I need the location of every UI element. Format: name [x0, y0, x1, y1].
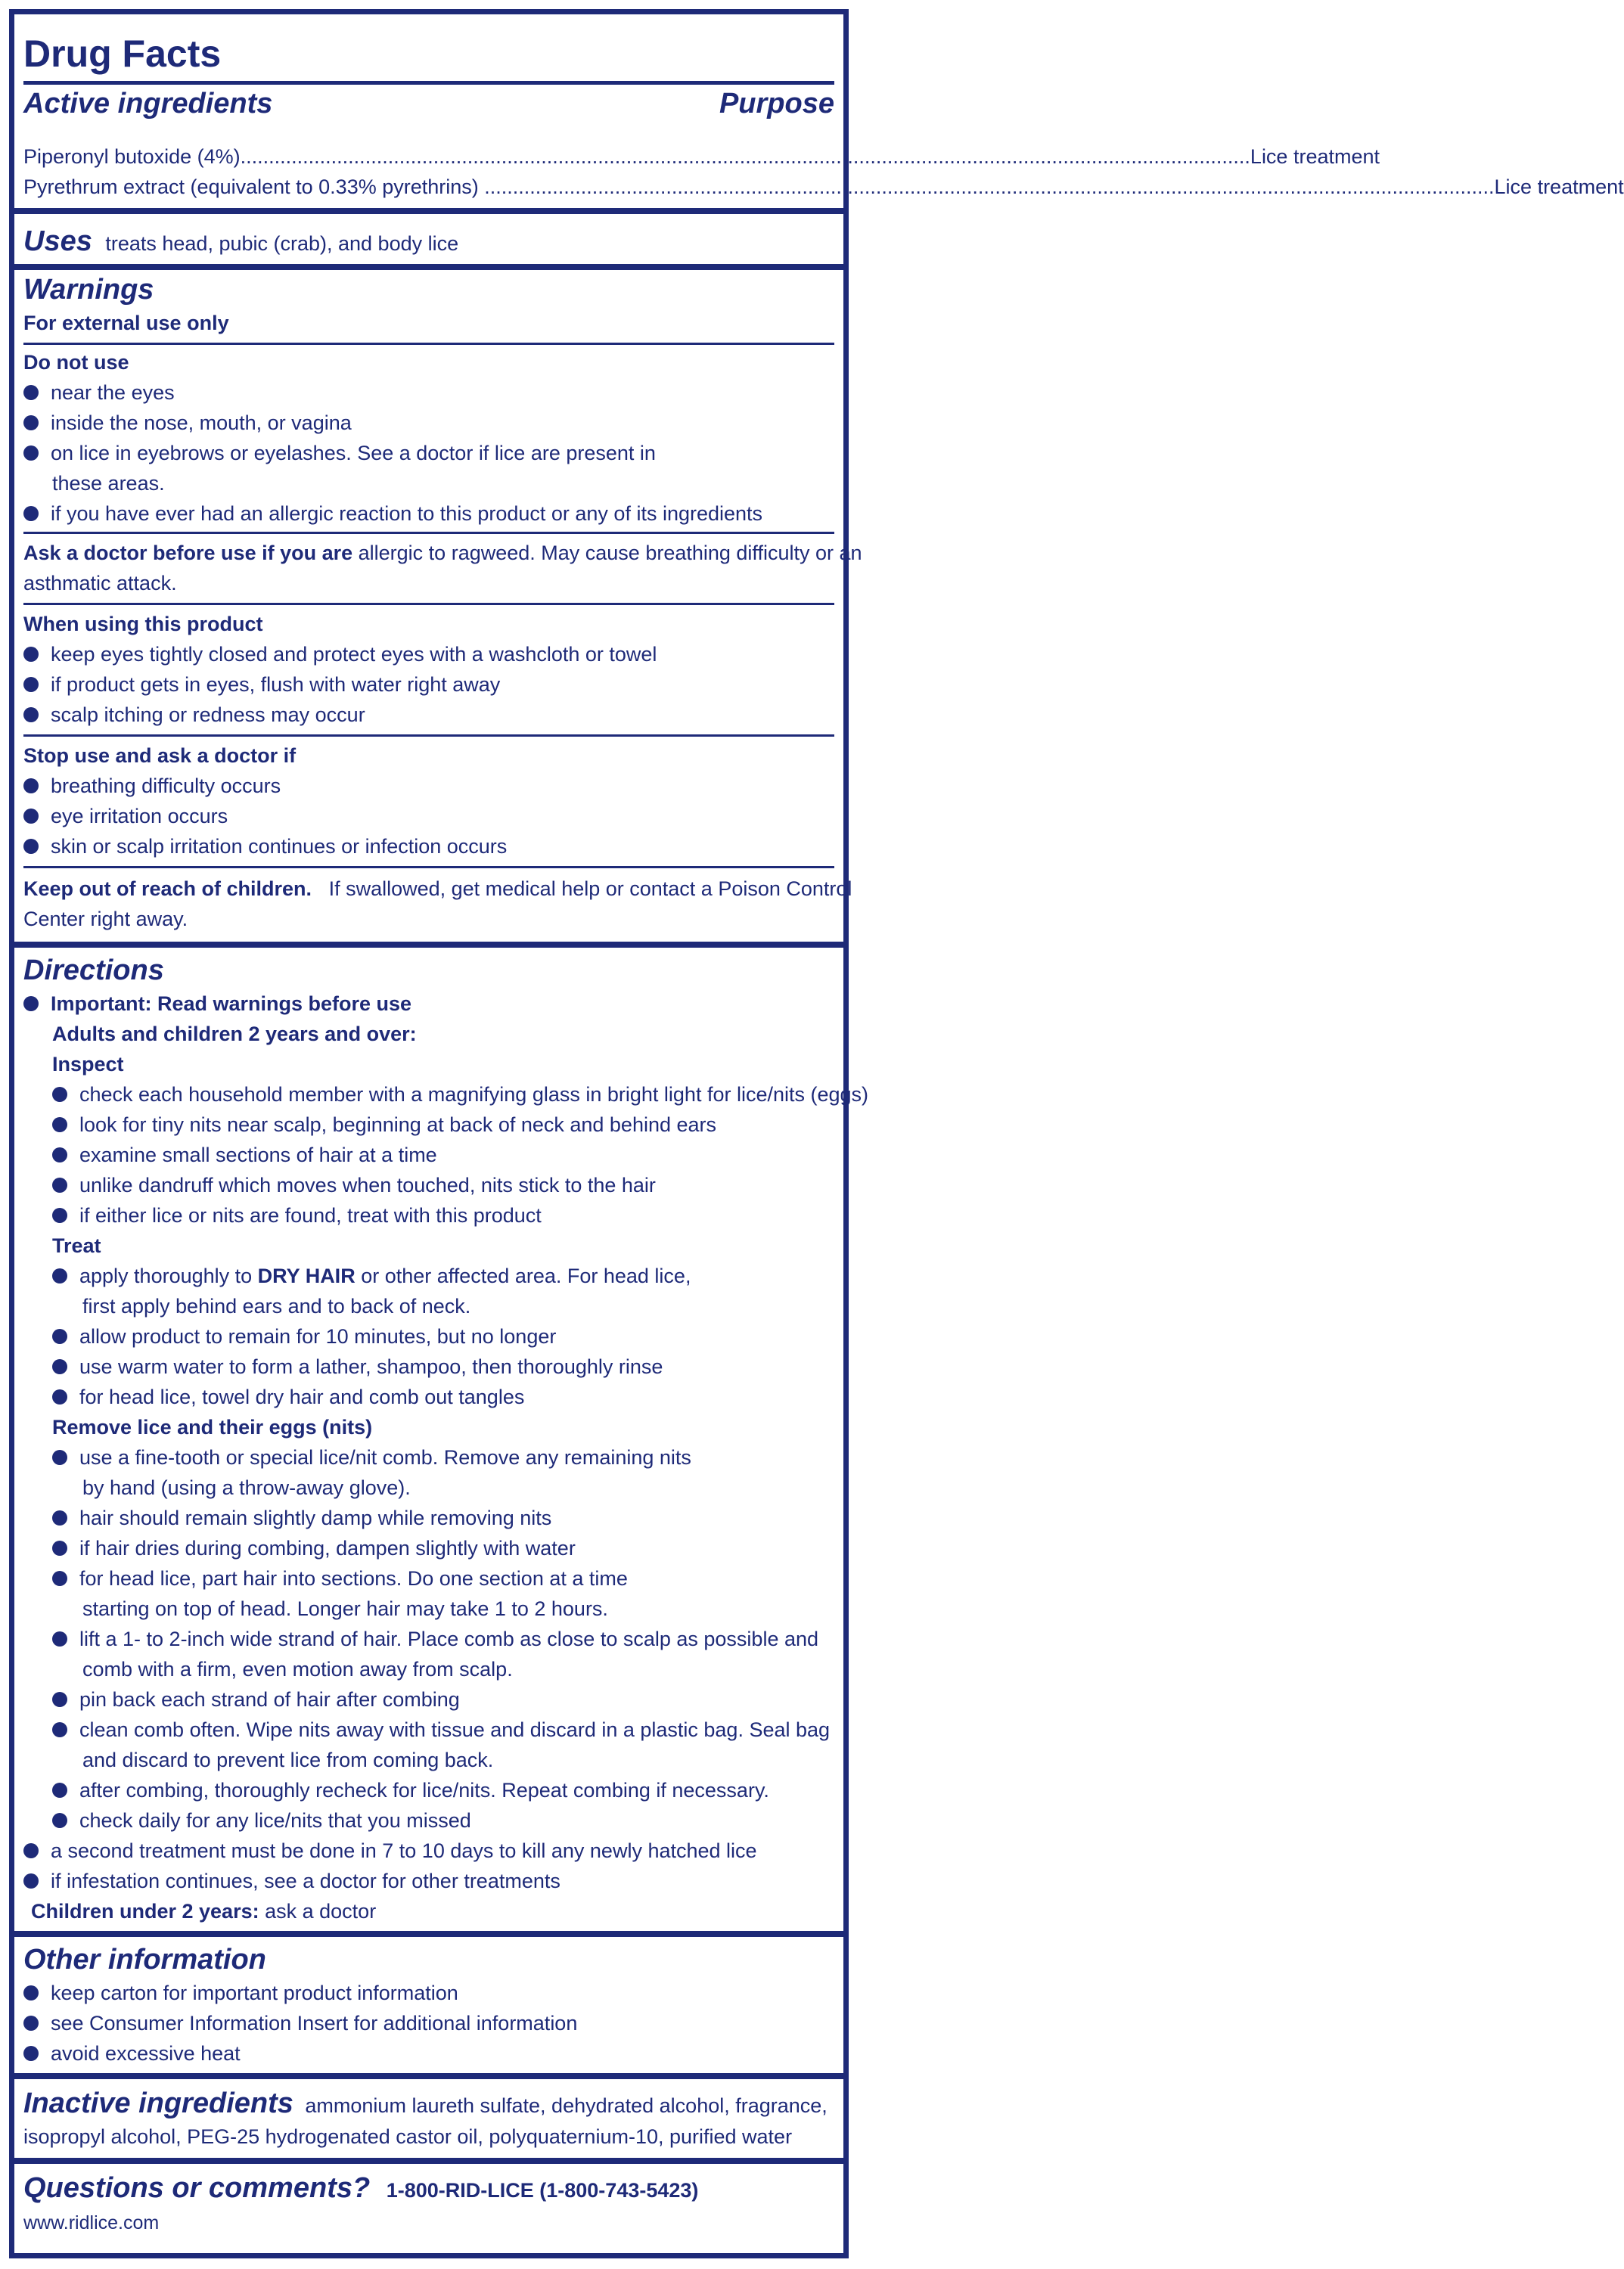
uses-row: [23, 223, 834, 259]
list-item: keep carton for important product information: [23, 1978, 834, 2008]
section-divider: [14, 942, 843, 948]
list-item: unlike dandruff which moves when touched, nits stick to the hair: [52, 1170, 834, 1200]
list-item: if you have ever had an allergic reaction to this product or any of its ingredients: [23, 498, 834, 529]
list-item: Important: Read warnings before use: [23, 989, 834, 1019]
list-item: apply thoroughly to DRY HAIR or other affected area. For head lice,: [52, 1261, 834, 1291]
active-ingredient-row: [23, 172, 1624, 202]
children-row: Children under 2 years: ask a doctor: [31, 1900, 377, 1923]
bullet-icon: [52, 1813, 67, 1828]
external-use-text: For external use only: [23, 312, 229, 334]
bullet-icon: [23, 1843, 39, 1858]
list-item: use a fine-tooth or special lice/nit comb. Remove any remaining nits: [52, 1442, 834, 1473]
divider: [23, 532, 834, 534]
uses-heading: Uses: [23, 225, 92, 257]
ask-doctor-row: Ask a doctor before use if you are allergic to ragweed. May cause breathing difficulty or an: [23, 542, 862, 564]
bullet-icon: [23, 707, 39, 722]
adults-heading: Adults and children 2 years and over:: [52, 1023, 417, 1045]
bullet-icon: [23, 996, 39, 1011]
questions-heading: Questions or comments?: [23, 2172, 371, 2204]
list-item-continuation: by hand (using a throw-away glove).: [82, 1476, 411, 1499]
bullet-icon: [52, 1783, 67, 1798]
list-item: for head lice, towel dry hair and comb out tangles: [52, 1382, 834, 1412]
bullet-icon: [52, 1117, 67, 1132]
when-using-heading: When using this product: [23, 613, 263, 635]
bullet-icon: [23, 647, 39, 662]
questions-row: [23, 2170, 834, 2206]
list-item: keep eyes tightly closed and protect eyes with a washcloth or towel: [23, 639, 834, 669]
bullet-icon: [23, 839, 39, 854]
list-item-continuation: comb with a firm, even motion away from scalp.: [82, 1658, 513, 1681]
bullet-icon: [23, 1873, 39, 1889]
list-item: check each household member with a magnifying glass in bright light for lice/nits (eggs): [52, 1079, 834, 1110]
list-item-continuation: first apply behind ears and to back of neck.: [82, 1295, 471, 1318]
bullet-icon: [23, 506, 39, 521]
ask-doctor-continuation: asthmatic attack.: [23, 572, 177, 594]
bullet-icon: [23, 445, 39, 461]
bullet-icon: [23, 415, 39, 430]
inactive-ingredients-continuation: isopropyl alcohol, PEG-25 hydrogenated castor oil, polyquaternium-10, purified water: [23, 2125, 793, 2148]
bullet-icon: [52, 1147, 67, 1162]
leader-dots: ..................................................................................................................................................................................: [478, 175, 1495, 198]
bullet-icon: [23, 1985, 39, 2001]
bullet-icon: [52, 1510, 67, 1526]
list-item: lift a 1- to 2-inch wide strand of hair. Place comb as close to scalp as possible and: [52, 1624, 834, 1654]
keep-out-continuation: Center right away.: [23, 908, 188, 930]
list-item: if hair dries during combing, dampen slightly with water: [52, 1533, 834, 1563]
drug-facts-panel: [9, 9, 1624, 2258]
list-item: eye irritation occurs: [23, 801, 834, 831]
list-item: hair should remain slightly damp while removing nits: [52, 1503, 834, 1533]
section-divider: [14, 2073, 843, 2079]
list-item: check daily for any lice/nits that you missed: [52, 1805, 834, 1836]
list-item: a second treatment must be done in 7 to 10 days to kill any newly hatched lice: [23, 1836, 834, 1866]
divider: [23, 343, 834, 345]
ingredient-purpose: Lice treatment: [1250, 145, 1380, 168]
list-item: if product gets in eyes, flush with water right away: [23, 669, 834, 700]
do-not-use-heading: Do not use: [23, 351, 129, 374]
section-divider: [14, 2158, 843, 2164]
list-item: use warm water to form a lather, shampoo, then thoroughly rinse: [52, 1352, 834, 1382]
warnings-heading: Warnings: [23, 274, 154, 306]
bullet-icon: [52, 1359, 67, 1374]
list-item: after combing, thoroughly recheck for lice/nits. Repeat combing if necessary.: [52, 1775, 834, 1805]
bullet-icon: [52, 1571, 67, 1586]
bullet-icon: [23, 385, 39, 400]
uses-text: treats head, pubic (crab), and body lice: [105, 232, 459, 255]
inactive-ingredients-row: Inactive ingredients ammonium laureth sulfate, dehydrated alcohol, fragrance,: [23, 2085, 834, 2122]
bullet-icon: [52, 1389, 67, 1405]
inspect-heading: Inspect: [52, 1053, 124, 1076]
list-item: avoid excessive heat: [23, 2038, 834, 2069]
list-item: for head lice, part hair into sections. Do one section at a time: [52, 1563, 834, 1594]
bullet-icon: [52, 1178, 67, 1193]
divider: [23, 734, 834, 737]
bullet-icon: [52, 1268, 67, 1283]
inactive-ingredients-heading: Inactive ingredients: [23, 2087, 293, 2119]
list-item: near the eyes: [23, 377, 834, 408]
bullet-icon: [52, 1722, 67, 1737]
list-item: examine small sections of hair at a time: [52, 1140, 834, 1170]
directions-heading: Directions: [23, 954, 164, 986]
list-item: if either lice or nits are found, treat with this product: [52, 1200, 834, 1231]
section-divider: [14, 264, 843, 270]
ingredient-purpose: Lice treatment: [1494, 175, 1624, 198]
bullet-icon: [23, 677, 39, 692]
bullet-icon: [52, 1329, 67, 1344]
list-item: see Consumer Information Insert for additional information: [23, 2008, 834, 2038]
bullet-icon: [23, 809, 39, 824]
bullet-icon: [23, 2046, 39, 2061]
bullet-icon: [52, 1541, 67, 1556]
list-item-continuation: these areas.: [52, 472, 165, 495]
section-divider: [14, 208, 843, 214]
list-item: inside the nose, mouth, or vagina: [23, 408, 834, 438]
purpose-heading: Purpose: [719, 88, 834, 120]
website-link[interactable]: www.ridlice.com: [23, 2212, 160, 2233]
bullet-icon: [52, 1208, 67, 1223]
remove-heading: Remove lice and their eggs (nits): [52, 1416, 373, 1439]
list-item-continuation: and discard to prevent lice from coming back.: [82, 1749, 494, 1771]
divider: [23, 603, 834, 605]
bullet-icon: [52, 1087, 67, 1102]
bullet-icon: [52, 1692, 67, 1707]
bullet-icon: [52, 1631, 67, 1647]
ingredient-name: Piperonyl butoxide (4%): [23, 145, 241, 168]
list-item: clean comb often. Wipe nits away with tissue and discard in a plastic bag. Seal bag: [52, 1715, 834, 1745]
list-item: scalp itching or redness may occur: [23, 700, 834, 730]
list-item: pin back each strand of hair after combing: [52, 1684, 834, 1715]
phone-number[interactable]: 1-800-RID-LICE (1-800-743-5423): [386, 2179, 699, 2202]
leader-dots: ..................................................................................................................................................................................: [240, 145, 1250, 168]
bullet-icon: [23, 2016, 39, 2031]
list-item-continuation: starting on top of head. Longer hair may take 1 to 2 hours.: [82, 1597, 608, 1620]
active-ingredients-heading: Active ingredients: [23, 88, 273, 120]
list-item: if infestation continues, see a doctor for other treatments: [23, 1866, 834, 1896]
other-information-heading: Other information: [23, 1944, 266, 1976]
ingredient-name: Pyrethrum extract (equivalent to 0.33% pyrethrins): [23, 175, 479, 198]
treat-heading: Treat: [52, 1234, 101, 1257]
bullet-icon: [23, 778, 39, 793]
list-item: skin or scalp irritation continues or infection occurs: [23, 831, 834, 861]
bullet-icon: [52, 1450, 67, 1465]
keep-out-row: Keep out of reach of children. If swallowed, get medical help or contact a Poison Control: [23, 877, 852, 900]
divider: [23, 81, 834, 85]
list-item: on lice in eyebrows or eyelashes. See a doctor if lice are present in: [23, 438, 834, 468]
list-item: allow product to remain for 10 minutes, but no longer: [52, 1321, 834, 1352]
drug-facts-title: Drug Facts: [23, 33, 222, 75]
list-item: breathing difficulty occurs: [23, 771, 834, 801]
section-divider: [14, 1931, 843, 1937]
list-item: look for tiny nits near scalp, beginning at back of neck and behind ears: [52, 1110, 834, 1140]
divider: [23, 866, 834, 868]
active-ingredient-row: [23, 141, 1380, 172]
stop-use-heading: Stop use and ask a doctor if: [23, 744, 297, 767]
